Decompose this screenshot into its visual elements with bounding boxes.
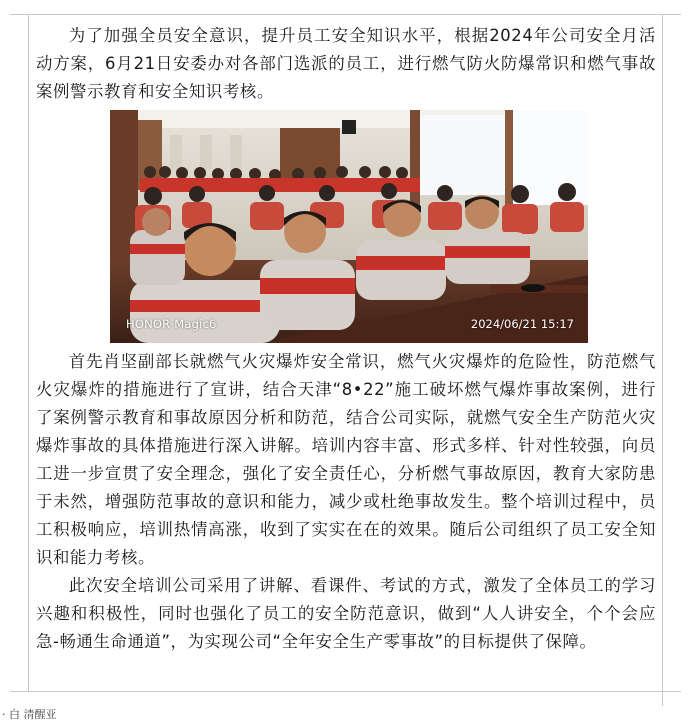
- frame-left-line: [28, 14, 29, 692]
- camera-watermark: HONOR Magic6: [126, 317, 217, 331]
- article-body: [36, 22, 656, 656]
- corner-tick-br: [663, 691, 681, 692]
- frame-top-line: [28, 14, 663, 15]
- corner-tick-br-v: [662, 692, 663, 706]
- photo-timestamp: 2024/06/21 15:17: [470, 317, 574, 331]
- training-photo-illustration: [110, 110, 588, 343]
- paragraph-intro: 为了加强全员安全意识，提升员工安全知识水平，根据2024年公司安全月活动方案，6月21日安委办对各部门选派的员工，进行燃气防火防爆常识和燃气事故案例警示教育和安全知识考核。: [36, 26, 656, 101]
- corner-tick-bl: [10, 691, 28, 692]
- frame-right-line: [662, 14, 663, 692]
- corner-tick-tr: [663, 14, 681, 15]
- training-photo: [110, 110, 588, 343]
- frame-bottom-line: [28, 691, 663, 692]
- paragraph-lecture: 首先肖坚副部长就燃气火灾爆炸安全常识，燃气火灾爆炸的危险性，防范燃气火灾爆炸的措施进行了宣讲，结合天津“8•22”施工破坏燃气爆炸事故案例，进行了案例警示教育和事故原因分析和防范，结合公司实际，就燃气安全生产防范火灾爆炸事故的具体措施进行深入讲解。培训内容丰富、形式多样、针对性较强，向员工进一步宣贯了安全理念，强化了安全责任心，分析燃气事故原因，教育大家防患于未然，增强防范事故的意识和能力，减少或杜绝事故发生。整个培训过程中，员工积极响应，培训热情高涨，收到了实实在在的效果。随后公司组织了员工安全知识和能力考核。: [36, 352, 656, 567]
- corner-tick-tl: [10, 14, 28, 15]
- footer-fragment: · 白 清醒亚: [2, 708, 57, 721]
- paragraph-conclusion: 此次安全培训公司采用了讲解、看课件、考试的方式，激发了全体员工的学习兴趣和积极性，同时也强化了员工的安全防范意识，做到“人人讲安全，个个会应急-畅通生命通道”，为实现公司“全年安全生产零事故”的目标提供了保障。: [36, 576, 656, 651]
